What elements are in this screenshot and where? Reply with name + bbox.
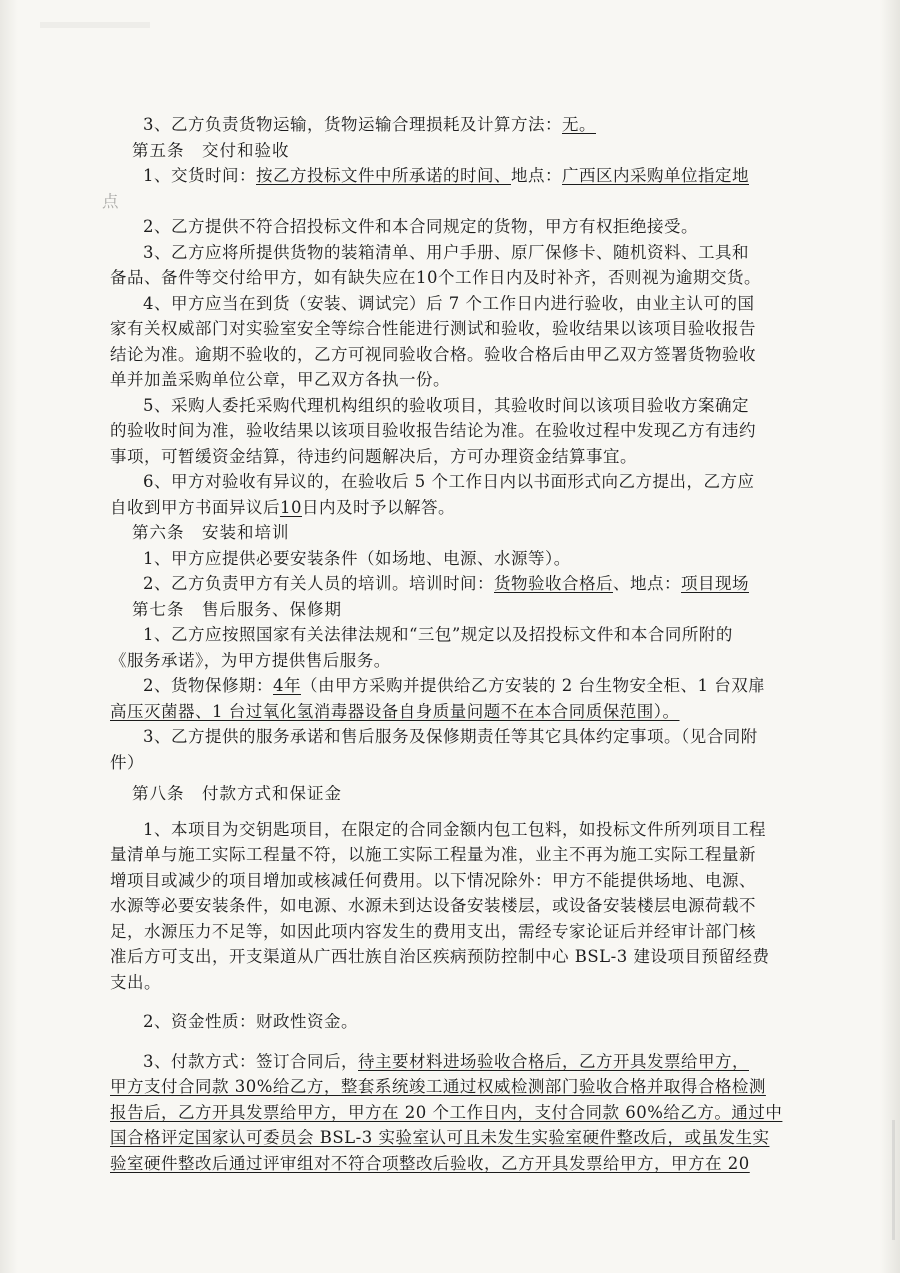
paragraph-line: 自收到甲方书面异议后10日内及时予以解答。 xyxy=(110,497,455,517)
paragraph-line: 高压灭菌器、1 台过氧化氢消毒器设备自身质量问题不在本合同质保范围）。 xyxy=(110,701,680,721)
paragraph-line: 报告后，乙方开具发票给甲方，甲方在 20 个工作日内，支付合同款 60%给乙方。通过中 xyxy=(110,1102,783,1122)
paragraph-line: 2、货物保修期：4年（由甲方采购并提供给乙方安装的 2 台生物安全柜、1 台双扉 xyxy=(143,676,766,695)
paragraph-line: 单并加盖采购单位公章，甲乙双方各执一份。 xyxy=(110,370,450,389)
section-heading-8: 第八条 付款方式和保证金 xyxy=(132,784,342,803)
paragraph-line: 6、甲方对验收有异议的，在验收后 5 个工作日内以书面形式向乙方提出，乙方应 xyxy=(143,472,755,491)
section-heading-7: 第七条 售后服务、保修期 xyxy=(132,599,342,619)
paragraph-line: 家有关权威部门对实验室安全等综合性能进行测试和验收，验收结果以该项目验收报告 xyxy=(110,319,756,338)
paragraph-line: 2、乙方负责甲方有关人员的培训。培训时间：货物验收合格后、地点：项目现场 xyxy=(143,574,749,593)
section-heading-5: 第五条 交付和验收 xyxy=(132,140,290,160)
section-heading-6: 第六条 安装和培训 xyxy=(132,523,290,542)
scan-speck xyxy=(892,1120,895,1240)
paragraph-line: 量清单与施工实际工程量不符，以施工实际工程量为准，业主不再为施工实际工程量新 xyxy=(110,845,756,864)
paragraph-line: 备品、备件等交付给甲方，如有缺失应在10个工作日内及时补齐，否则视为逾期交货。 xyxy=(110,268,761,287)
paragraph-line: 支出。 xyxy=(110,972,161,992)
paragraph-line: 1、甲方应提供必要安装条件（如场地、电源、水源等）。 xyxy=(143,548,571,568)
paragraph-line: 5、采购人委托采购代理机构组织的验收项目，其验收时间以该项目验收方案确定 xyxy=(143,395,749,415)
paragraph-line: 3、乙方提供的服务承诺和售后服务及保修期责任等其它具体约定事项。（见合同附 xyxy=(143,727,758,746)
paragraph-line: 验室硬件整改后通过评审组对不符合项整改后验收，乙方开具发票给甲方，甲方在 20 xyxy=(110,1153,750,1173)
paragraph-line: 2、乙方提供不符合招投标文件和本合同规定的货物，甲方有权拒绝接受。 xyxy=(143,217,698,236)
paragraph-line: 件） xyxy=(110,752,144,772)
paragraph-line: 国合格评定国家认可委员会 BSL-3 实验室认可且未发生实验室硬件整改后，或虽发生实 xyxy=(110,1128,770,1147)
paragraph-line: 1、乙方应按照国家有关法律法规和“三包”规定以及招投标文件和本合同所附的 xyxy=(143,625,733,644)
paragraph-line: 增项目或减少的项目增加或核减任何费用。以下情况除外：甲方不能提供场地、电源、 xyxy=(110,870,756,890)
paragraph-line: 结论为准。逾期不验收的，乙方可视同验收合格。验收合格后由甲乙双方签署货物验收 xyxy=(110,344,756,364)
paragraph-line: 甲方支付合同款 30%给乙方，整套系统竣工通过权威检测部门验收合格并取得合格检测 xyxy=(110,1077,766,1096)
paragraph-line: 事项，可暂缓资金结算，待违约问题解决后，方可办理资金结算事宜。 xyxy=(110,446,637,466)
paragraph-line: 4、甲方应当在到货（安装、调试完）后 7 个工作日内进行验收，由业主认可的国 xyxy=(143,293,755,313)
scan-speck xyxy=(40,22,150,28)
paragraph-line: 的验收时间为准，验收结果以该项目验收报告结论为准。在验收过程中发现乙方有违约 xyxy=(110,421,756,440)
paragraph-line: 足，水源压力不足等，如因此项内容发生的费用支出，需经专家论证后并经审计部门核 xyxy=(110,921,756,941)
paragraph-line: 1、本项目为交钥匙项目，在限定的合同金额内包工包料，如投标文件所列项目工程 xyxy=(143,819,766,839)
paragraph-line: 准后方可支出，开支渠道从广西壮族自治区疾病预防控制中心 BSL-3 建设项目预留经费 xyxy=(110,947,770,966)
paragraph-line: 1、交货时间：按乙方投标文件中所承诺的时间、地点：广西区内采购单位指定地 xyxy=(143,166,749,185)
paragraph-line: 点 xyxy=(102,191,119,211)
paragraph-line: 3、乙方应将所提供货物的装箱清单、用户手册、原厂保修卡、随机资料、工具和 xyxy=(143,242,749,262)
paragraph-line: 《服务承诺》，为甲方提供售后服务。 xyxy=(110,650,391,670)
paragraph-line: 3、付款方式：签订合同后，待主要材料进场验收合格后，乙方开具发票给甲方， xyxy=(143,1051,749,1071)
paragraph-line: 3、乙方负责货物运输，货物运输合理损耗及计算方法：无。 xyxy=(143,115,596,134)
contract-text xyxy=(102,112,783,1176)
paragraph-line: 2、资金性质：财政性资金。 xyxy=(143,1012,358,1031)
paragraph-line: 水源等必要安装条件，如电源、水源未到达设备安装楼层，或设备安装楼层电源荷载不 xyxy=(110,896,756,915)
